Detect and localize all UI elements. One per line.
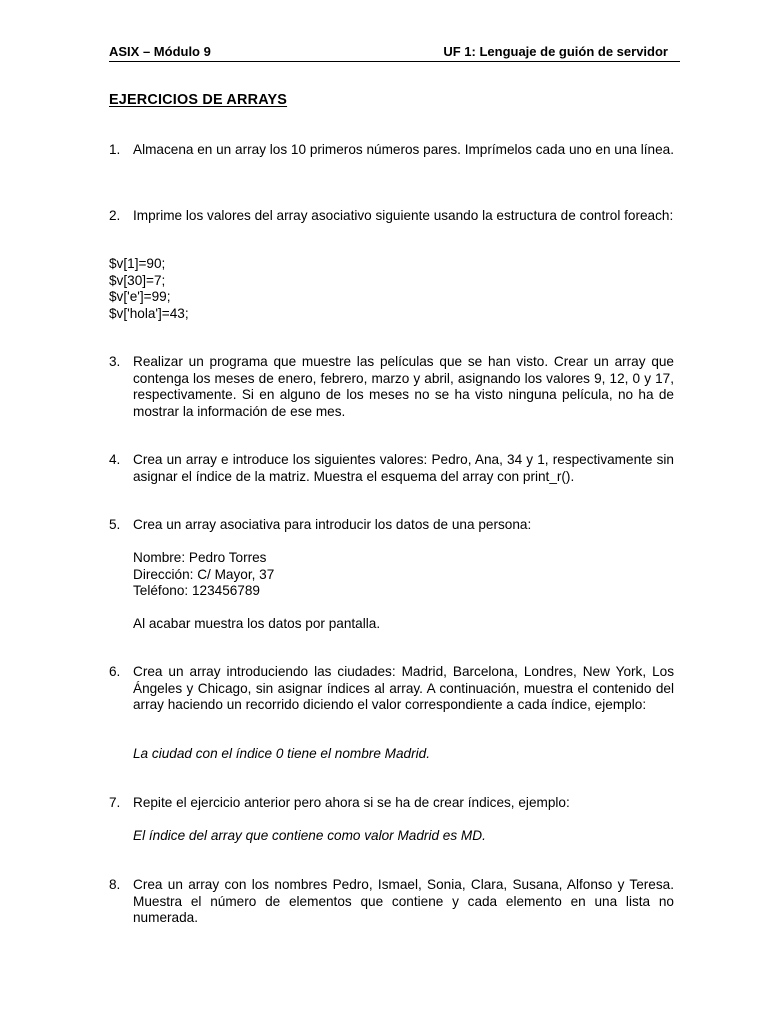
- exercise-number: 5.: [109, 517, 121, 532]
- exercise-number: 8.: [109, 877, 121, 892]
- exercise-7: [109, 795, 674, 812]
- exercise-number: 2.: [109, 208, 121, 223]
- exercise-2: [109, 208, 674, 225]
- person-data: [133, 550, 674, 600]
- exercise-closing: Al acabar muestra los datos por pantalla.: [133, 616, 381, 631]
- person-address-line: Dirección: C/ Mayor, 37: [133, 566, 275, 582]
- exercise-number: 3.: [109, 354, 121, 369]
- exercise-1: [109, 142, 674, 159]
- page-title: EJERCICIOS DE ARRAYS: [109, 92, 288, 108]
- exercise-number: 4.: [109, 452, 121, 467]
- exercise-text: Almacena en un array los 10 primeros números pares. Imprímelos cada uno en una línea.: [133, 142, 675, 157]
- exercise-example: El índice del array que contiene como valor Madrid es MD.: [133, 828, 486, 843]
- exercise-text: Realizar un programa que muestre las películas que se han visto. Crear un array que contenga los meses de enero, febrero, marzo y abril, asignando los valores 9, 12, 0 y 17, respectivamente. Si en alguno de los meses no se ha visto ninguna película, no ha de mostrar la información de ese mes.: [133, 354, 674, 419]
- exercise-8: [109, 877, 674, 927]
- exercise-text: Crea un array e introduce los siguientes valores: Pedro, Ana, 34 y 1, respectivamente sin asignar el índice de la matriz. Muestra el esquema del array con print_r().: [133, 452, 674, 484]
- person-name-line: Nombre: Pedro Torres: [133, 550, 267, 565]
- exercise-5: [109, 517, 674, 534]
- code-block: [109, 256, 409, 322]
- exercise-6: [109, 664, 674, 714]
- exercise-3: [109, 354, 674, 420]
- code-line: $v[1]=90;: [109, 256, 166, 271]
- person-phone-line: Teléfono: 123456789: [133, 583, 260, 598]
- exercise-text: Imprime los valores del array asociativo siguiente usando la estructura de control foreach:: [133, 208, 674, 223]
- exercise-number: 1.: [109, 142, 121, 157]
- exercise-text: Crea un array con los nombres Pedro, Ismael, Sonia, Clara, Susana, Alfonso y Teresa. Muestra el número de elementos que contiene y cada elemento en una lista no numerada.: [133, 877, 674, 925]
- page-header: [109, 44, 680, 62]
- header-unit: UF 1: Lenguaje de guión de servidor: [443, 44, 668, 59]
- exercise-4: [109, 452, 674, 485]
- code-line: $v['e']=99;: [109, 289, 171, 304]
- exercise-number: 7.: [109, 795, 121, 810]
- exercise-example: La ciudad con el índice 0 tiene el nombre Madrid.: [133, 746, 430, 761]
- exercise-number: 6.: [109, 664, 121, 679]
- exercise-text: Crea un array asociativa para introducir los datos de una persona:: [133, 517, 532, 532]
- exercise-text: Crea un array introduciendo las ciudades: Madrid, Barcelona, Londres, New York, Los Ángeles y Chicago, sin asignar índices al array. A continuación, muestra el contenido del array haciendo un recorrido diciendo el valor correspondiente a cada índice, ejemplo:: [133, 664, 674, 712]
- header-module: ASIX – Módulo 9: [109, 44, 211, 59]
- code-line: $v[30]=7;: [109, 272, 166, 288]
- code-line: $v['hola']=43;: [109, 305, 189, 321]
- exercise-text: Repite el ejercicio anterior pero ahora si se ha de crear índices, ejemplo:: [133, 795, 570, 810]
